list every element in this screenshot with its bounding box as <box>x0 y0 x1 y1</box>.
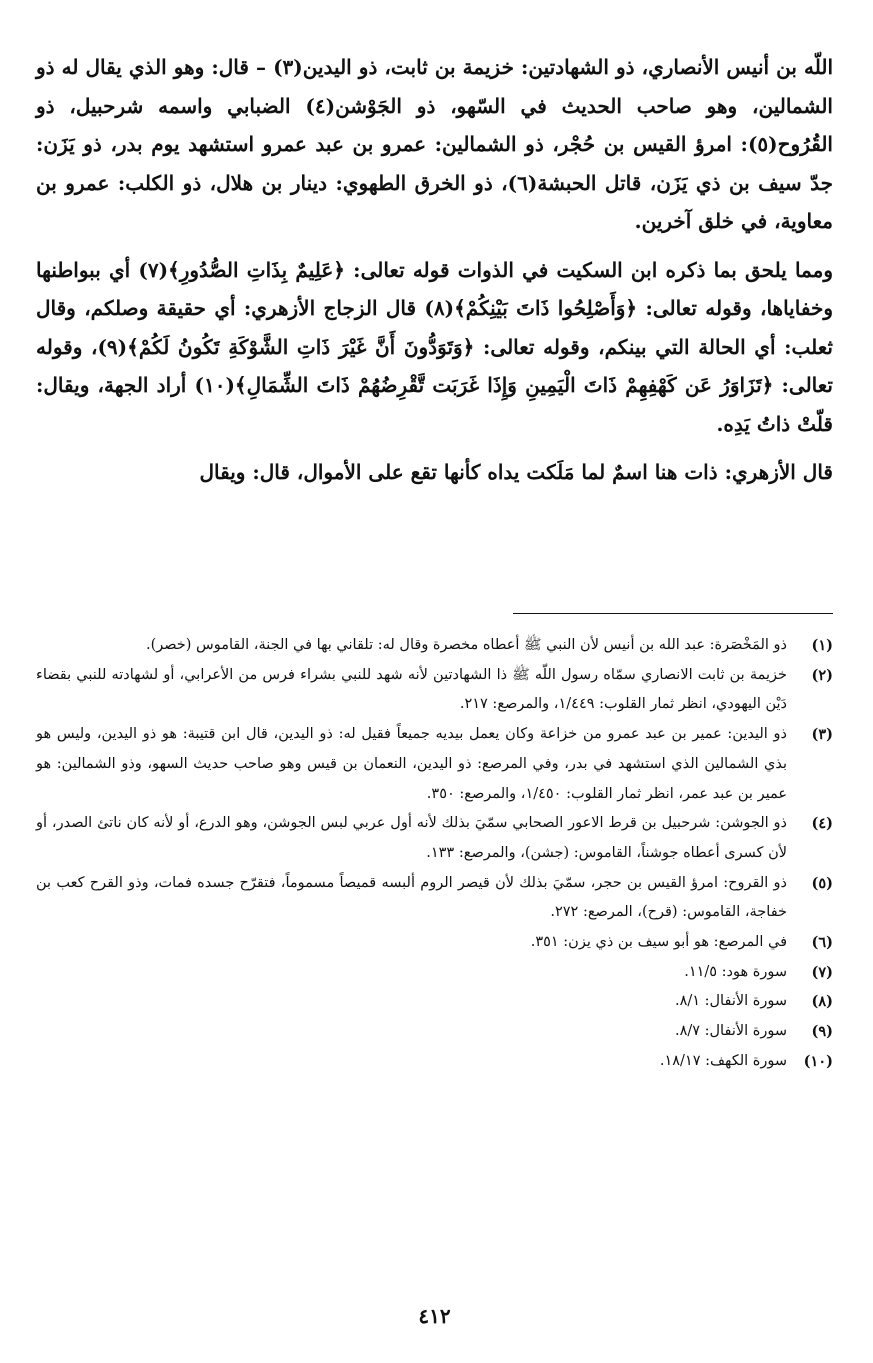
footnote-number: (٣) <box>811 726 833 744</box>
footnote-number: (١٠) <box>803 1052 833 1070</box>
footnote-text: سورة الأنفال: ٨/١. <box>674 993 787 1010</box>
footnote-number: (٧) <box>811 963 833 981</box>
footnote-10 <box>36 1047 833 1077</box>
footnote-text: ذو اليدين: عمير بن عبد عمرو من خزاعة وكان يعمل بيديه جميعاً فقيل له: ذو اليدين، قال ابن قتيبة: هو ذو اليدين، وليس هو بذي الشمالين الذي استشهد في بدر، وفي المرصع: ذو اليدين، النعمان بن قيس وهو صاحب حديث السهو، وذو الشمالين: هو عمير بن عبد عمر، انظر ثمار القلوب: ١/٤٥٠، والمرصع: ٣٥٠. <box>36 726 787 802</box>
footnote-6 <box>36 928 833 958</box>
footnote-text: ذو المَخْصَرة: عبد الله بن أنيس لأن النبي ﷺ أعطاه مخصرة وقال له: تلقاني بها في الجنة، القاموس (خصر). <box>145 637 787 653</box>
footnote-number: (٤) <box>811 815 833 833</box>
footnote-text: ذو القروح: امرؤ القيس بن حجر، سمّيَ بذلك لأن قيصر الروم ألبسه قميصاً مسموماً، فتقرّح جسده فمات، وذو القرح كعب بن خفاجة، القاموس: (قرح)، المرصع: ٢٧٢. <box>36 874 787 921</box>
footnote-separator <box>513 613 833 614</box>
footnote-2 <box>36 661 833 720</box>
footnote-text: خزيمة بن ثابت الانصاري سمّاه رسول اللّه ﷺ ذا الشهادتين لأنه شهد للنبي بشراء فرس من الأعرابي، أو لشهادته للنبي بقضاء دَيْن اليهودي، انظر ثمار القلوب: ١/٤٤٩، والمرصع: ٢١٧. <box>36 666 787 713</box>
page-number: ٤١٢ <box>418 1304 451 1328</box>
footnote-text: ذو الجوشن: شرحبيل بن قرط الاعور الصحابي سمّيَ بذلك لأنه أول عربي لبس الجوشن، وهو الدرع، أو لأنه كان ناتئ الصدر، أو لأن كسرى أعطاه جوشناً، القاموس: (جشن)، والمرصع: ١٣٣. <box>36 815 787 861</box>
body-paragraph-2: ومما يلحق بما ذكره ابن السكيت في الذوات قوله تعالى: ﴿عَلِيمٌ بِذَاتِ الصُّدُورِ﴾(٧) أي ببواطنها وخفاياها، وقوله تعالى: ﴿وَأَصْلِحُوا ذَاتَ بَيْنِكُمْ﴾(٨) قال الزجاج الأزهري: أي حقيقة وصلكم، وقال ثعلب: أي الحالة التي بينكم، وقوله تعالى: ﴿وَتَوَدُّونَ أَنَّ غَيْرَ ذَاتِ الشَّوْكَةِ تَكُونُ لَكُمْ﴾(٩)، وقوله تعالى: ﴿تَزَاوَرُ عَن كَهْفِهِمْ ذَاتَ الْيَمِينِ وَإِذَا غَرَبَت تَّقْرِضُهُمْ ذَاتَ الشِّمَالِ﴾(١٠) أراد الجهة، ويقال: قلّتْ ذاتُ يَدِه. <box>36 257 833 436</box>
footnote-4 <box>36 809 833 868</box>
footnote-7 <box>36 958 833 988</box>
footnote-3 <box>36 720 833 809</box>
footnote-number: (١) <box>811 637 833 654</box>
footnote-1 <box>36 631 833 661</box>
footnote-number: (٨) <box>811 993 833 1011</box>
body-paragraph-3: قال الأزهري: ذات هنا اسمٌ لما مَلَكت يداه كأنها تقع على الأموال، قال: ويقال <box>199 460 833 484</box>
footnote-5 <box>36 869 833 928</box>
book-page <box>36 48 833 1363</box>
footnote-text: سورة الكهف: ١٨/١٧. <box>659 1052 787 1069</box>
footnote-text: في المرصع: هو أبو سيف بن ذي يزن: ٣٥١. <box>530 934 787 951</box>
footnote-8 <box>36 987 833 1017</box>
footnote-text: سورة الأنفال: ٨/٧. <box>674 1023 787 1040</box>
footnote-number: (٩) <box>811 1023 833 1041</box>
body-paragraph-1: اللّه بن أنيس الأنصاري، ذو الشهادتين: خزيمة بن ثابت، ذو اليدين(٣) – قال: وهو الذي يقال له ذو الشمالين، وهو صاحب الحديث في السّهو، ذو الجَوْشن(٤) الضبابي واسمه شرحبيل، ذو القُرُوح(٥): امرؤ القيس بن حُجْر، ذو الشمالين: عمرو بن عبد عمرو استشهد يوم بدر، ذو يَزَن: جدّ سيف بن ذي يَزَن، قاتل الحبشة(٦)، ذو الخرق الطهوي: دينار بن هلال، ذو الكلب: عمرو بن معاوية، في خلق آخرين. <box>36 55 833 233</box>
footnotes <box>36 631 833 1077</box>
footnote-number: (٥) <box>811 874 833 892</box>
footnote-number: (٢) <box>811 666 833 684</box>
footnote-text: سورة هود: ١١/٥. <box>684 963 787 980</box>
footnote-number: (٦) <box>811 934 833 952</box>
footnote-9 <box>36 1017 833 1047</box>
